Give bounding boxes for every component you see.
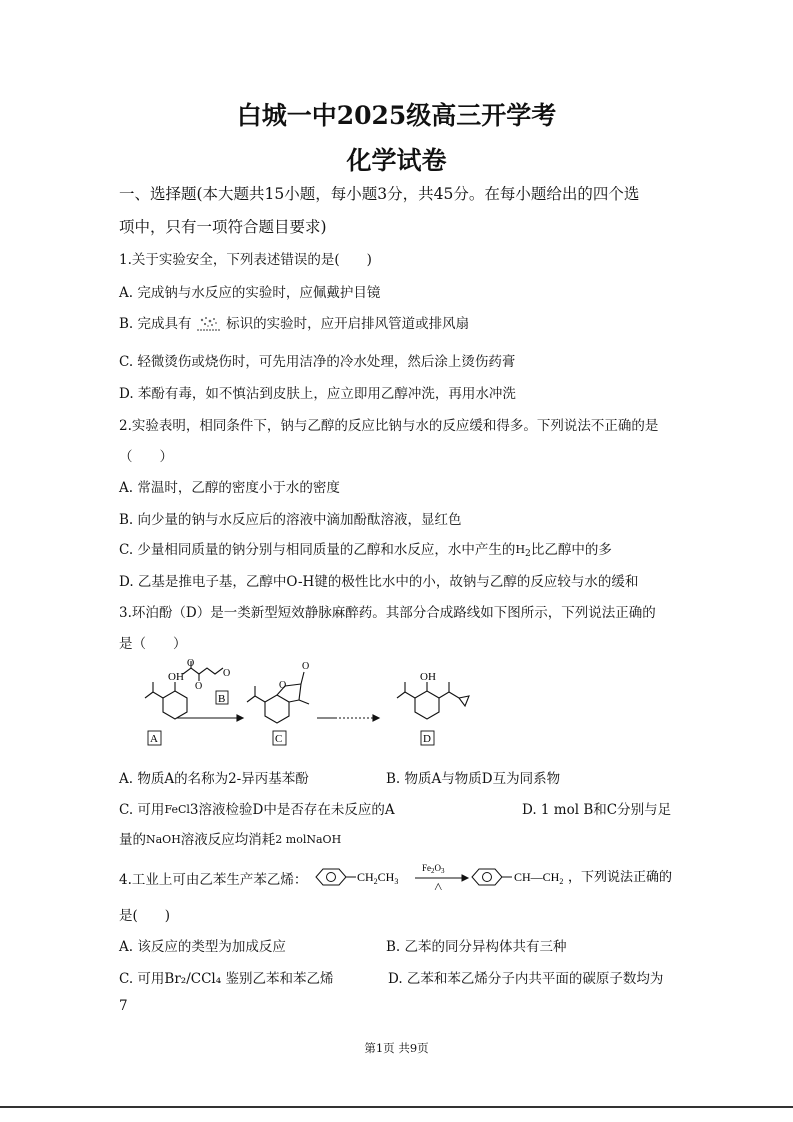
q3-stem-2: 是（ ）: [119, 636, 187, 652]
q2-option-c-pre: C. 少量相同质量的钠分别与相同质量的乙醇和水反应，水中产生的: [119, 542, 516, 558]
q1-option-b: [119, 312, 469, 336]
q4-option-d: D. 乙苯和苯乙烯分子内共平面的碳原子数均为: [388, 971, 664, 987]
fecl3-formula: FeCl: [164, 803, 190, 816]
q3-option-d-line-2: 量的NaOH溶液反应均消耗2 molNaOH: [119, 832, 342, 848]
q1-option-b-pre: B. 完成具有: [119, 316, 192, 332]
q3-option-c: C. 可用FeCl3溶液检验D中是否存在未反应的A: [119, 802, 395, 818]
q2-paren: （ ）: [119, 449, 173, 465]
q1-option-b-post: 标识的实验时，应开启排风管道或排风扇: [226, 316, 470, 332]
o-b-label: O: [187, 658, 195, 669]
q3-option-b: B. 物质A与物质D互为同系物: [386, 771, 561, 787]
label-c: C: [275, 733, 283, 745]
q3-stem: 3.环泊酚（D）是一类新型短效静脉麻醉药。其部分合成路线如下图所示，下列说法正确的: [119, 605, 656, 621]
label-b: B: [218, 693, 226, 705]
exam-title: 白城一中2025级高三开学考: [236, 101, 557, 130]
oh-d-label: OH: [420, 671, 436, 683]
q4-option-c: C. 可用Br₂/CCl₄ 鉴别乙苯和苯乙烯: [119, 971, 334, 987]
q4-option-b: B. 乙苯的同分异构体共有三种: [386, 939, 567, 955]
label-a: A: [150, 733, 158, 745]
naoh-amount: 2 molNaOH: [275, 833, 342, 846]
oh-a-label: OH: [168, 671, 184, 683]
benzene-left: [316, 869, 346, 885]
label-d: D: [423, 733, 431, 745]
q4-option-d-cont: 7: [119, 998, 128, 1014]
q3-option-d: D. 1 mol B和C分别与足: [522, 802, 672, 818]
h2-formula: $H_2$: [515, 543, 531, 560]
q1-option-d: D. 苯酚有毒，如不慎沾到皮肤上，应立即用乙醇冲洗，再用水冲洗: [119, 386, 516, 402]
q4-stem: 4.工业上可由乙苯生产苯乙烯：: [119, 872, 308, 888]
q1-option-c: C. 轻微烫伤或烧伤时，可先用洁净的冷水处理，然后涂上烫伤药膏: [119, 354, 516, 370]
ethyl-group: $CH_2CH_3$: [357, 870, 399, 886]
compound-c-ring: [265, 695, 289, 723]
bottom-rule: [0, 1106, 793, 1108]
q4-stem-post: ，下列说法正确的: [568, 869, 673, 884]
vinyl-group: $CH—CH_2$: [514, 870, 564, 886]
q4-reaction-svg: [312, 856, 674, 890]
q3-option-a: A. 物质A的名称为2-异丙基苯酚: [119, 771, 309, 787]
q2-option-a: A. 常温时，乙醇的密度小于水的密度: [119, 480, 340, 496]
naoh-formula: NaOH: [146, 833, 181, 846]
o-b2-label: O: [195, 681, 203, 692]
benzene-right: [472, 869, 502, 885]
q1-option-a: A. 完成钠与水反应的实验时，应佩戴护目镜: [119, 285, 381, 301]
o-c1-label: O: [279, 680, 287, 691]
q4-stem-2: 是( ): [119, 908, 171, 924]
o-b3-label: O: [223, 668, 231, 679]
catalyst-label: $Fe_2O_3$: [422, 863, 445, 875]
section-header: [119, 178, 679, 244]
ventilation-icon: [196, 314, 222, 336]
section-line-1: 一、选择题(本大题共15小题，每小题3分，共45分。在每小题给出的四个选: [119, 185, 640, 203]
synthesis-scheme: [115, 656, 475, 756]
section-line-2: 项中，只有一项符合题目要求): [119, 218, 327, 236]
page-footer: 第1页 共9页: [364, 1041, 429, 1055]
heat-symbol: △: [434, 881, 443, 890]
q4-reaction: [312, 856, 674, 890]
q4-option-a: A. 该反应的类型为加成反应: [119, 939, 286, 955]
compound-d-ring: [415, 691, 439, 719]
q2-option-d: D. 乙基是推电子基，乙醇中O-H键的极性比水中的小，故钠与乙醇的反应较与水的缓和: [119, 574, 639, 590]
q2-option-c-post: 比乙醇中的多: [530, 542, 612, 558]
q2-stem: 2.实验表明，相同条件下，钠与乙醇的反应比钠与水的反应缓和得多。下列说法不正确的是: [119, 418, 659, 434]
exam-subtitle: 化学试卷: [346, 146, 447, 175]
compound-a-ring: [163, 691, 187, 719]
q2-option-c: [119, 538, 612, 559]
synthesis-scheme-svg: [115, 656, 475, 756]
q1-stem: 1.关于实验安全，下列表述错误的是( ): [119, 252, 372, 268]
q2-option-b: B. 向少量的钠与水反应后的溶液中滴加酚酞溶液，显红色: [119, 512, 462, 528]
o-c2-label: O: [302, 661, 310, 672]
